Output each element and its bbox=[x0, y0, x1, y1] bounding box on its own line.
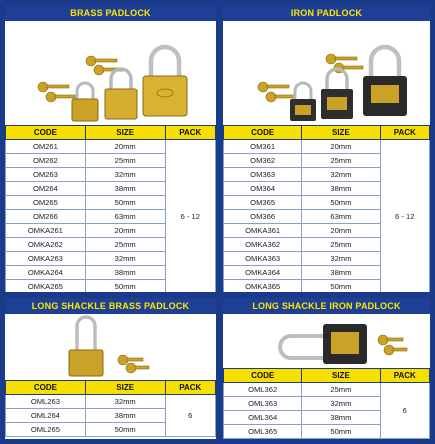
size-cell: 20mm bbox=[85, 140, 165, 154]
size-cell: 38mm bbox=[85, 266, 165, 280]
code-cell: OMKA365 bbox=[224, 280, 302, 294]
panel-iron-padlock bbox=[222, 4, 431, 293]
size-cell: 20mm bbox=[302, 140, 380, 154]
code-cell: OM363 bbox=[224, 168, 302, 182]
size-cell: 63mm bbox=[302, 210, 380, 224]
code-cell: OMKA263 bbox=[6, 252, 86, 266]
key-icon bbox=[118, 355, 149, 373]
pack-cell: 6 - 12 bbox=[380, 140, 429, 294]
column-header-size: SIZE bbox=[302, 369, 380, 383]
size-cell: 38mm bbox=[85, 182, 165, 196]
size-cell: 20mm bbox=[85, 224, 165, 238]
size-cell: 25mm bbox=[302, 154, 380, 168]
padlock-long-shackle-icon bbox=[280, 324, 367, 364]
code-cell: OMKA362 bbox=[224, 238, 302, 252]
panel-title: LONG SHACKLE IRON PADLOCK bbox=[223, 298, 430, 314]
size-cell: 25mm bbox=[85, 154, 165, 168]
code-cell: OM362 bbox=[224, 154, 302, 168]
code-cell: OML365 bbox=[224, 425, 302, 439]
product-table-iron bbox=[223, 125, 430, 293]
product-image-long-shackle-iron bbox=[223, 314, 430, 368]
column-header-code: CODE bbox=[224, 369, 302, 383]
panel-brass-padlock bbox=[4, 4, 217, 293]
size-cell: 38mm bbox=[302, 266, 380, 280]
column-header-pack: PACK bbox=[165, 126, 215, 140]
code-cell: OM361 bbox=[224, 140, 302, 154]
code-cell: OM364 bbox=[224, 182, 302, 196]
pack-cell: 6 bbox=[380, 383, 429, 439]
size-cell: 50mm bbox=[85, 196, 165, 210]
size-cell: 25mm bbox=[85, 238, 165, 252]
size-cell: 50mm bbox=[85, 280, 165, 294]
table-row bbox=[6, 395, 216, 409]
size-cell: 25mm bbox=[302, 238, 380, 252]
size-cell: 32mm bbox=[85, 395, 165, 409]
code-cell: OMKA361 bbox=[224, 224, 302, 238]
size-cell: 38mm bbox=[302, 411, 380, 425]
padlock-small-icon bbox=[72, 83, 98, 121]
size-cell: 20mm bbox=[302, 224, 380, 238]
column-header-code: CODE bbox=[224, 126, 302, 140]
code-cell: OML362 bbox=[224, 383, 302, 397]
key-icon bbox=[378, 335, 407, 355]
code-cell: OM262 bbox=[6, 154, 86, 168]
panel-title: IRON PADLOCK bbox=[223, 5, 430, 21]
column-header-pack: PACK bbox=[380, 369, 429, 383]
padlock-long-shackle-icon bbox=[69, 317, 103, 376]
size-cell: 63mm bbox=[85, 210, 165, 224]
size-cell: 25mm bbox=[302, 383, 380, 397]
code-cell: OML364 bbox=[224, 411, 302, 425]
size-cell: 38mm bbox=[85, 409, 165, 423]
code-cell: OM266 bbox=[6, 210, 86, 224]
pack-cell: 6 bbox=[165, 395, 215, 437]
table-row bbox=[6, 140, 216, 154]
product-table-long-shackle-iron bbox=[223, 368, 430, 439]
product-image-long-shackle-brass bbox=[5, 314, 216, 380]
product-table-brass bbox=[5, 125, 216, 293]
product-image-iron-padlocks bbox=[223, 21, 430, 125]
code-cell: OML264 bbox=[6, 409, 86, 423]
code-cell: OM261 bbox=[6, 140, 86, 154]
panel-long-shackle-iron-padlock bbox=[222, 297, 431, 440]
code-cell: OM264 bbox=[6, 182, 86, 196]
code-cell: OMKA264 bbox=[6, 266, 86, 280]
size-cell: 50mm bbox=[302, 425, 380, 439]
pack-cell: 6 - 12 bbox=[165, 140, 215, 294]
size-cell: 50mm bbox=[302, 196, 380, 210]
padlock-medium-icon bbox=[105, 69, 137, 119]
code-cell: OM263 bbox=[6, 168, 86, 182]
column-header-pack: PACK bbox=[380, 126, 429, 140]
size-cell: 32mm bbox=[302, 168, 380, 182]
padlock-small-icon bbox=[290, 83, 316, 121]
padlock-large-icon bbox=[363, 47, 407, 116]
column-header-pack: PACK bbox=[165, 381, 215, 395]
size-cell: 32mm bbox=[85, 168, 165, 182]
code-cell: OML263 bbox=[6, 395, 86, 409]
column-header-size: SIZE bbox=[85, 381, 165, 395]
table-row bbox=[224, 383, 430, 397]
code-cell: OML265 bbox=[6, 423, 86, 437]
code-cell: OM265 bbox=[6, 196, 86, 210]
code-cell: OML363 bbox=[224, 397, 302, 411]
code-cell: OMKA265 bbox=[6, 280, 86, 294]
product-image-brass-padlocks bbox=[5, 21, 216, 125]
panel-long-shackle-brass-padlock bbox=[4, 297, 217, 440]
panel-title: LONG SHACKLE BRASS PADLOCK bbox=[5, 298, 216, 314]
padlock-large-icon bbox=[143, 47, 187, 116]
code-cell: OMKA261 bbox=[6, 224, 86, 238]
table-row bbox=[224, 140, 430, 154]
code-cell: OM365 bbox=[224, 196, 302, 210]
column-header-code: CODE bbox=[6, 126, 86, 140]
size-cell: 38mm bbox=[302, 182, 380, 196]
column-header-code: CODE bbox=[6, 381, 86, 395]
code-cell: OM366 bbox=[224, 210, 302, 224]
size-cell: 50mm bbox=[85, 423, 165, 437]
size-cell: 32mm bbox=[85, 252, 165, 266]
size-cell: 32mm bbox=[302, 252, 380, 266]
code-cell: OMKA363 bbox=[224, 252, 302, 266]
code-cell: OMKA262 bbox=[6, 238, 86, 252]
size-cell: 50mm bbox=[302, 280, 380, 294]
padlock-medium-icon bbox=[321, 69, 353, 119]
product-table-long-shackle-brass bbox=[5, 380, 216, 437]
panel-title: BRASS PADLOCK bbox=[5, 5, 216, 21]
code-cell: OMKA364 bbox=[224, 266, 302, 280]
size-cell: 32mm bbox=[302, 397, 380, 411]
column-header-size: SIZE bbox=[85, 126, 165, 140]
column-header-size: SIZE bbox=[302, 126, 380, 140]
